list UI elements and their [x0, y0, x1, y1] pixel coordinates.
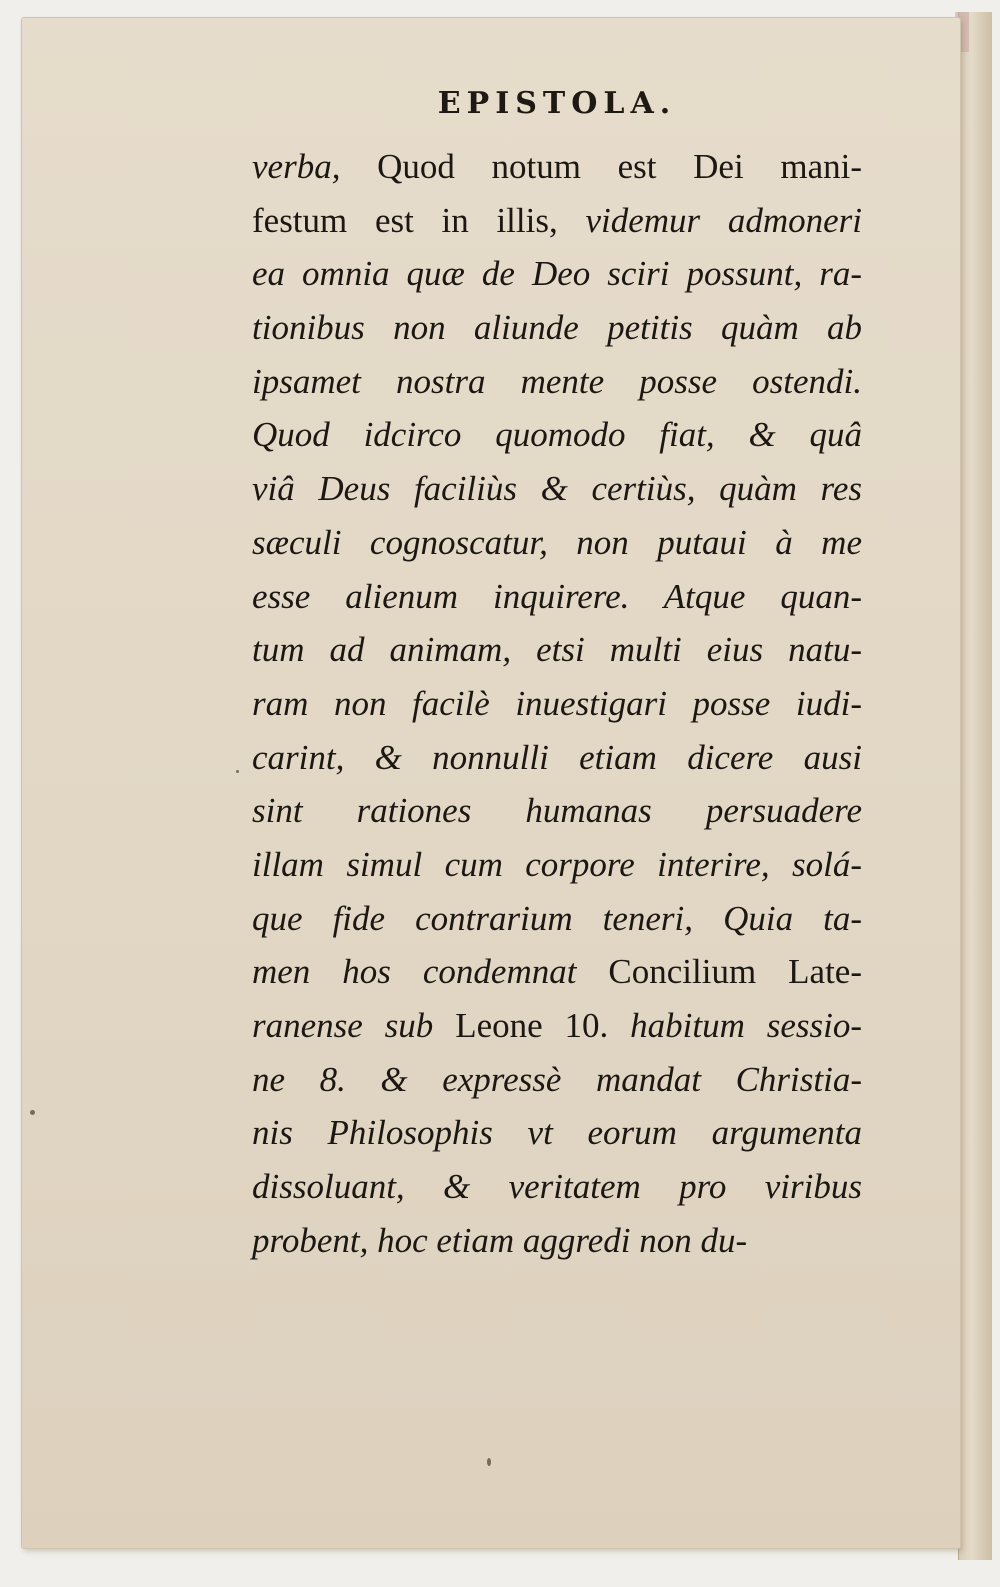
text-line: [252, 1053, 862, 1107]
text-segment: festum est in illis,: [252, 200, 586, 240]
text-segment: verba,: [252, 147, 378, 186]
text-segment: esse alienum inquirere. Atque quan-: [252, 576, 862, 616]
text-segment: habitum sessio-: [630, 1006, 863, 1045]
running-head: EPISTOLA.: [437, 86, 677, 121]
text-line: [252, 1214, 862, 1268]
text-line: [252, 623, 862, 677]
text-segment: Concilium Late-: [608, 952, 862, 992]
text-segment: que fide contrarium teneri, Quia ta-: [252, 898, 862, 938]
text-line: [252, 408, 862, 462]
text-line: [252, 516, 862, 570]
text-segment: ea omnia quæ de Deo sciri possunt, ra-: [252, 254, 862, 294]
text-segment: videmur admoneri: [585, 200, 862, 240]
text-segment: tum ad animam, etsi multi eius natu-: [252, 630, 862, 670]
text-line: [252, 999, 862, 1053]
text-line: [252, 784, 862, 838]
text-line: [252, 140, 862, 194]
text-line: [252, 194, 862, 248]
text-segment: ipsamet nostra mente posse ostendi.: [252, 361, 862, 401]
text-line: [252, 677, 862, 731]
text-segment: probent, hoc etiam aggredi non du-: [252, 1220, 748, 1260]
text-segment: ranense sub: [252, 1006, 456, 1045]
text-line: [252, 462, 862, 516]
text-segment: dissoluant, & veritatem pro viribus: [252, 1167, 862, 1207]
text-segment: men hos condemnat: [252, 952, 609, 992]
text-segment: sint rationes humanas persuadere: [252, 791, 862, 831]
adjacent-page-edge: [958, 12, 992, 1560]
text-line: [252, 1106, 862, 1160]
text-line: [252, 945, 862, 999]
text-line: [252, 355, 862, 409]
text-segment: illam simul cum corpore interire, solá-: [252, 844, 862, 884]
text-line: [252, 570, 862, 624]
text-segment: tionibus non aliunde petitis quàm ab: [252, 308, 862, 348]
text-segment: Leone 10.: [455, 1006, 631, 1045]
text-segment: nis Philosophis vt eorum argumenta: [252, 1113, 862, 1153]
paper-speck: [236, 770, 239, 773]
text-line: [252, 1160, 862, 1214]
text-segment: ne 8. & expressè mandat Christia-: [252, 1059, 862, 1099]
text-segment: carint, & nonnulli etiam dicere ausi: [252, 737, 862, 777]
text-segment: Quod idcirco quomodo fiat, & quâ: [252, 415, 862, 455]
text-segment: sæculi cognoscatur, non putaui à me: [252, 522, 862, 562]
text-line: [252, 247, 862, 301]
text-segment: Quod notum est Dei mani-: [377, 147, 862, 186]
text-segment: ram non facilè inuestigari posse iudi-: [252, 683, 862, 723]
text-segment: viâ Deus faciliùs & certiùs, quàm res: [252, 469, 862, 509]
body-text: [252, 140, 862, 1267]
text-line: [252, 731, 862, 785]
paper-speck: [487, 1458, 491, 1466]
text-line: [252, 892, 862, 946]
paper-speck: [30, 1110, 35, 1115]
text-line: [252, 301, 862, 355]
text-line: [252, 838, 862, 892]
